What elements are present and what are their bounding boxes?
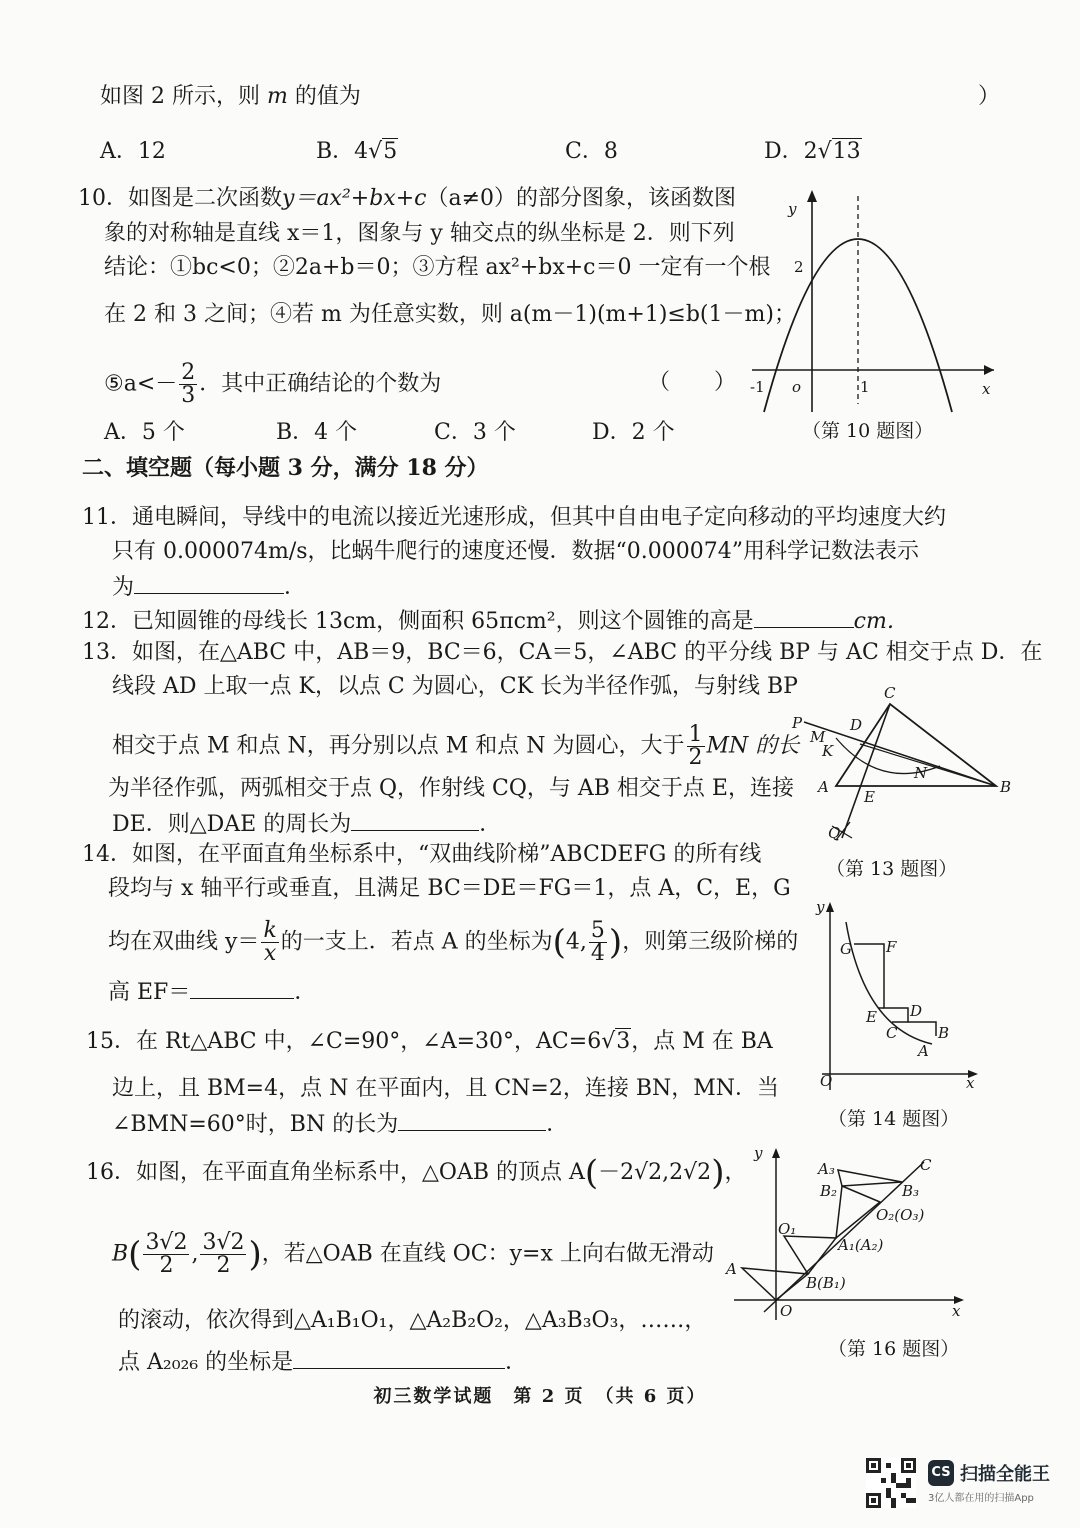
q10-option-b: B．4 个 xyxy=(276,420,358,445)
q14-answer-blank[interactable] xyxy=(190,976,294,999)
q14-label-f: F xyxy=(886,938,897,956)
q16-left-paren-a: ( xyxy=(584,1153,599,1193)
q16-line-4 xyxy=(118,1346,527,1378)
q16-label-a3: A₃ xyxy=(818,1160,835,1178)
q13-line-4: 为半径作弧，两弧相交于点 Q，作射线 CQ，与 AB 相交于点 E，连接 xyxy=(108,776,794,801)
q9-option-d: D．2√13 xyxy=(764,139,861,164)
q10-option-a: A．5 个 xyxy=(104,420,185,445)
q16-l4b: ． xyxy=(505,1350,528,1375)
q16-right-paren-b: ) xyxy=(248,1234,262,1275)
q13-answer-blank[interactable] xyxy=(351,808,479,831)
q13-l5b: ． xyxy=(479,812,502,837)
q11-l3b: ． xyxy=(284,575,307,600)
q16-triangle-oab xyxy=(742,1268,808,1300)
q16-right-paren-a: ) xyxy=(711,1153,725,1193)
q11-line-2: 只有 0.000074m/s，比蜗牛爬行的速度还慢．数据“0.000074”用科学记数法表示 xyxy=(112,539,919,564)
q16-frac-1-den: 2 xyxy=(159,1253,174,1278)
q16-label-y: y xyxy=(754,1144,763,1162)
q10-line-2: 象的对称轴是直线 x＝1，图象与 y 轴交点的纵坐标是 2．则下列 xyxy=(104,221,735,246)
q16-l1a: 16．如图，在平面直角坐标系中，△OAB 的顶点 A xyxy=(86,1160,585,1185)
q13-label-b: B xyxy=(1000,778,1012,796)
q10-line-4: 在 2 和 3 之间；④若 m 为任意实数，则 a(m－1)(m+1)≤b(1－m)； xyxy=(104,302,796,327)
q10-label-x: x xyxy=(982,380,991,398)
q10-option-c: C．3 个 xyxy=(434,420,516,445)
q14-fraction-kx xyxy=(261,920,278,965)
q14-frac-num: k xyxy=(263,918,277,943)
q14-point-num: 5 xyxy=(590,918,605,943)
q12-line xyxy=(82,605,909,637)
q10-label-origin: o xyxy=(792,378,802,396)
q10-line-3: 结论：①bc<0；②2a+b＝0；③方程 ax²+bx+c＝0 一定有一个根 xyxy=(104,255,771,280)
q14-staircase-figure xyxy=(812,898,982,1094)
q13-label-q: Q xyxy=(828,824,841,842)
q13-triangle-figure xyxy=(790,680,1020,850)
q14-label-g: G xyxy=(840,940,852,958)
q16-left-paren-b: ( xyxy=(128,1234,142,1275)
q14-l4b: ． xyxy=(294,980,317,1005)
q16-y-arrow xyxy=(772,1148,780,1158)
q16-frac-1 xyxy=(143,1232,189,1277)
q14-line-2: 段均与 x 轴平行或垂直，且满足 BC＝DE＝FG＝1，点 A，C，E，G xyxy=(108,876,791,901)
q16-line-3: 的滚动，依次得到△A₁B₁O₁，△A₂B₂O₂，△A₃B₃O₃，……， xyxy=(118,1308,707,1333)
q13-label-p: P xyxy=(792,714,803,732)
q15-l1a: 15．在 Rt△ABC 中，∠C=90°，∠A=30°，AC=6 xyxy=(86,1029,602,1054)
q14-line-3 xyxy=(108,920,798,965)
q10-line-1 xyxy=(78,184,736,214)
q16-answer-blank[interactable] xyxy=(293,1346,505,1369)
q14-caption: （第 14 题图） xyxy=(828,1108,960,1130)
q9-option-d-label: D． xyxy=(764,139,804,164)
q16-point-a: －2√2,2√2 xyxy=(598,1160,712,1185)
q14-l3b: 的一支上．若点 A 的坐标为 xyxy=(280,929,553,955)
q16-label-bb1: B(B₁) xyxy=(806,1274,846,1292)
q16-label-a1a2: A₁(A₂) xyxy=(838,1236,884,1254)
q10-label-one: 1 xyxy=(860,378,870,396)
q16-l4a: 点 A₂₀₂₆ 的坐标是 xyxy=(118,1350,294,1375)
q16-rolling-figure xyxy=(724,1144,970,1324)
q16-label-o1: O₁ xyxy=(778,1220,797,1238)
q16-label-a: A xyxy=(726,1260,737,1278)
q15-line-2: 边上，且 BM=4，点 N 在平面内，且 CN=2，连接 BN，MN．当 xyxy=(112,1076,780,1101)
q16-triangle-2 xyxy=(836,1186,880,1238)
q10-frac-num: 2 xyxy=(181,360,196,385)
q11-line-1: 11．通电瞬间，导线中的电流以接近光速形成，但其中自由电子定向移动的平均速度大约 xyxy=(82,505,946,530)
q13-label-n: N xyxy=(914,764,928,782)
page-footer: 初三数学试题 第 2 页 （共 6 页） xyxy=(373,1386,707,1407)
q14-label-d: D xyxy=(910,1002,923,1020)
q14-line-1: 14．如图，在平面直角坐标系中，“双曲线阶梯”ABCDEFG 的所有线 xyxy=(82,842,762,867)
q9-stem-text: 如图 2 所示，则 xyxy=(100,84,260,109)
q13-line-5 xyxy=(112,808,501,840)
q14-l4a: 高 EF＝ xyxy=(108,980,191,1005)
q11-answer-blank[interactable] xyxy=(134,571,284,594)
q13-fraction xyxy=(687,724,705,769)
q10-option-d: D．2 个 xyxy=(592,420,675,445)
q13-label-c: C xyxy=(884,684,896,702)
q10-l1c: （a≠0）的部分图象，该函数图 xyxy=(426,186,737,211)
cs-logo-icon: CS xyxy=(928,1460,954,1486)
q16-frac-2 xyxy=(200,1232,246,1277)
q9-option-d-coef: 2 xyxy=(803,139,818,164)
q10-y-arrow xyxy=(807,190,817,202)
q16-frac-2-den: 2 xyxy=(216,1253,231,1278)
q16-line-1 xyxy=(86,1153,747,1193)
q14-point-fraction xyxy=(589,920,607,965)
q16-frac-1-num: 3√2 xyxy=(145,1230,188,1255)
q10-paren: （ ） xyxy=(648,370,737,395)
q9-option-b-coef: 4 xyxy=(354,139,369,164)
q13-line-2: 线段 AD 上取一点 K，以点 C 为圆心，CK 长为半径作弧，与射线 BP xyxy=(112,674,798,699)
q15-line-3 xyxy=(112,1108,568,1140)
q10-label-minus-one: -1 xyxy=(750,378,765,396)
q13-l5a: DE．则△DAE 的周长为 xyxy=(112,812,352,837)
q13-label-k: K xyxy=(822,742,834,760)
q15-l3a: ∠BMN=60°时，BN 的长为 xyxy=(112,1112,399,1137)
q14-frac-den: x xyxy=(263,941,277,966)
q14-label-b: B xyxy=(938,1024,950,1042)
q10-label-y: y xyxy=(788,200,797,218)
q13-caption: （第 13 题图） xyxy=(826,858,958,880)
qr-code-icon xyxy=(866,1458,916,1508)
scanner-tagline: 3亿人都在用的扫描App xyxy=(928,1493,1034,1504)
q13-label-d: D xyxy=(850,716,863,734)
q13-label-e: E xyxy=(864,788,875,806)
q9-option-a: A．12 xyxy=(100,139,166,164)
q16-l2b: ，若△OAB 在直线 OC：y=x 上向右做无滑动 xyxy=(261,1241,714,1267)
q16-label-b2: B₂ xyxy=(820,1182,838,1200)
q14-label-e: E xyxy=(866,1008,877,1026)
q10-frac-den: 3 xyxy=(181,383,196,408)
q12-text: 12．已知圆锥的母线长 13cm，侧面积 65πcm²，则这个圆锥的高是 xyxy=(82,609,754,634)
q16-caption: （第 16 题图） xyxy=(828,1338,960,1360)
q9-stem xyxy=(100,82,361,112)
q11-line-3 xyxy=(112,571,306,603)
q15-line-1: 15．在 Rt△ABC 中，∠C=90°，∠A=30°，AC=6√3，点 M 在 BA xyxy=(86,1029,773,1054)
q16-line-2: B( $\frac{3√2}{2}$ , $\frac{3√2}{2}$ )，若△OAB 在直线 OC：y=x 上向右做无滑动 xyxy=(112,1230,714,1278)
q14-right-paren: ) xyxy=(608,922,623,963)
q10-l5a: ⑤a<－ xyxy=(104,371,178,397)
q16-label-c: C xyxy=(920,1156,932,1174)
q16-frac-2-num: 3√2 xyxy=(202,1230,245,1255)
q10-number: 10． xyxy=(78,186,128,211)
q15-rad: 3 xyxy=(616,1029,631,1054)
q13-l3a: 相交于点 M 和点 N，再分别以点 M 和点 N 为圆心，大于 xyxy=(112,733,685,759)
q14-point-den: 4 xyxy=(590,941,605,966)
scanner-name: 扫描全能王 xyxy=(960,1464,1050,1485)
q9-option-c: C．8 xyxy=(565,139,618,164)
q13-label-a: A xyxy=(818,778,829,796)
q14-l3c: ，则第三级阶梯的 xyxy=(622,929,799,955)
q10-fraction xyxy=(179,362,197,407)
q14-label-a: A xyxy=(918,1042,929,1060)
q11-l3a: 为 xyxy=(112,575,135,600)
q16-label-o2o3: O₂(O₃) xyxy=(876,1206,925,1224)
q14-y-arrow xyxy=(826,902,834,912)
q14-point-x: 4, xyxy=(565,929,587,955)
q10-caption: （第 10 题图） xyxy=(802,420,934,442)
section-2-heading: 二、填空题（每小题 3 分，满分 18 分） xyxy=(82,455,489,481)
q10-label-two: 2 xyxy=(794,258,804,276)
q14-l3a: 均在双曲线 y＝ xyxy=(108,929,260,955)
q14-label-c: C xyxy=(886,1024,898,1042)
q16-l1b: ， xyxy=(724,1160,747,1185)
q12-answer-blank[interactable] xyxy=(754,605,854,628)
q14-label-x: x xyxy=(966,1074,975,1092)
q16-label-o: O xyxy=(780,1302,793,1320)
q9-option-b-rad: 5 xyxy=(383,139,398,164)
q15-l3b: ． xyxy=(546,1112,569,1137)
q13-line-3 xyxy=(112,724,799,769)
q15-l1b: ，点 M 在 BA xyxy=(631,1029,773,1054)
q9-stem-end: 的值为 xyxy=(294,84,361,109)
q12-unit: cm． xyxy=(853,609,909,634)
q13-frac-den: 2 xyxy=(688,745,703,770)
q16-triangle-3 xyxy=(838,1170,902,1186)
q13-line-1: 13．如图，在△ABC 中，AB＝9，BC＝6，CA＝5，∠ABC 的平分线 BP 与 AC 相交于点 D．在 xyxy=(82,640,1043,665)
q14-label-o: O xyxy=(820,1072,833,1090)
q10-l1b: y＝ax²+bx+c xyxy=(282,186,427,211)
q15-answer-blank[interactable] xyxy=(398,1108,546,1131)
q13-frac-num: 1 xyxy=(688,722,703,747)
q10-l5b: ．其中正确结论的个数为 xyxy=(199,371,442,397)
q14-label-y: y xyxy=(816,898,825,916)
q16-label-x: x xyxy=(952,1302,961,1320)
q9-option-d-rad: 13 xyxy=(832,139,861,164)
q16-label-b3: B₃ xyxy=(902,1182,920,1200)
q10-x-arrow xyxy=(984,365,994,375)
q10-l1a: 如图是二次函数 xyxy=(128,186,283,211)
q13-label-m: M xyxy=(810,728,826,746)
q9-var: m xyxy=(266,84,288,109)
q14-line-4 xyxy=(108,976,316,1008)
scanner-watermark xyxy=(928,1460,1050,1504)
q9-option-b: B．4√5 xyxy=(316,139,398,164)
q10-parabola-figure xyxy=(742,184,1002,414)
q14-left-paren: ( xyxy=(552,922,566,963)
q13-segment-de xyxy=(860,744,996,786)
q9-option-b-label: B． xyxy=(316,139,355,164)
q9-paren: ） xyxy=(978,84,1001,109)
q16-l2a: B xyxy=(112,1241,129,1267)
q13-l3b: MN 的长 xyxy=(706,733,800,759)
q10-line-5 xyxy=(104,362,441,407)
